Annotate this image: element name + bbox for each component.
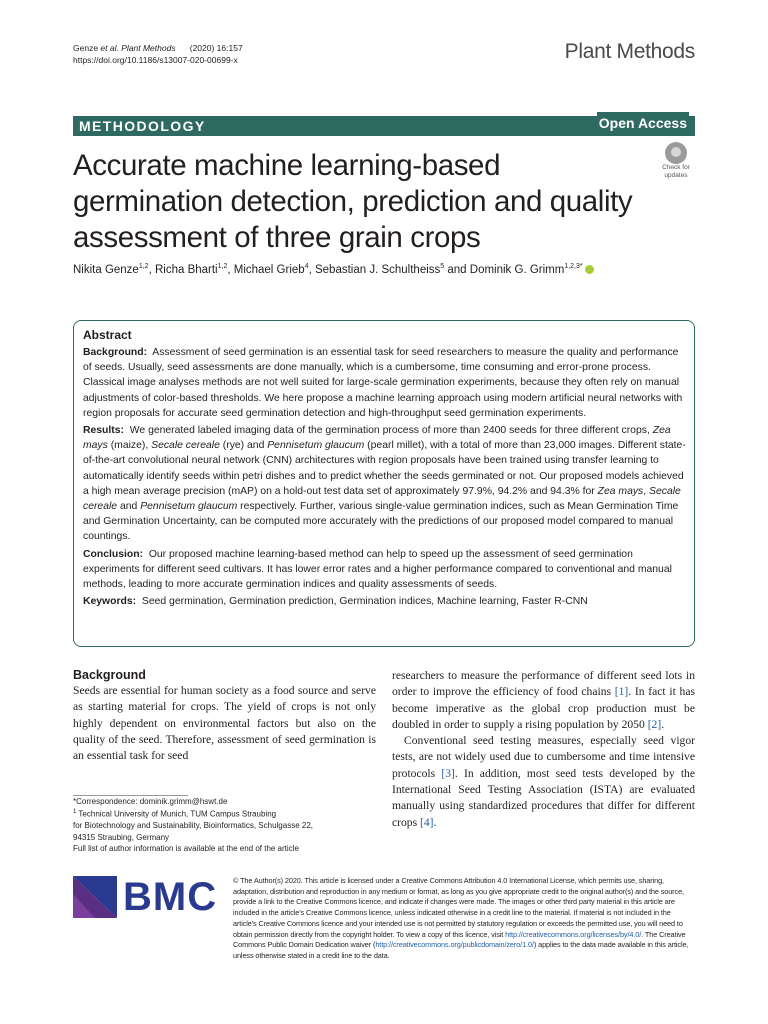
results-text: (rye) and	[219, 440, 268, 452]
author-separator: ,	[227, 264, 234, 276]
abstract-results-label: Results:	[83, 425, 124, 437]
citation-link[interactable]: [1]	[614, 685, 629, 699]
results-text: We generated labeled imaging data of the germination process of more than 2400 seeds for three different crops,	[129, 425, 653, 437]
affiliation-line	[73, 807, 383, 820]
header-year-volume: (2020) 16:157	[189, 43, 243, 53]
abstract-conclusion	[83, 547, 686, 593]
abstract-keywords	[83, 594, 686, 609]
open-access-badge: Open Access	[597, 112, 689, 135]
title-line: germination detection, prediction and quality	[73, 185, 633, 218]
article-category: METHODOLOGY	[79, 118, 206, 134]
running-header	[73, 42, 243, 66]
abstract-background-label: Background:	[83, 347, 148, 358]
body-paragraph	[392, 668, 695, 733]
author-name[interactable]: Sebastian J. Schultheiss	[314, 264, 441, 276]
citation-link[interactable]: [2]	[647, 717, 662, 731]
species-name: Zea mays	[83, 425, 671, 452]
abstract-background	[83, 345, 686, 421]
article-title	[73, 148, 663, 256]
body-text: .	[661, 717, 665, 731]
section-heading: Background	[73, 668, 146, 682]
body-text: Conventional seed testing measures, especially seed vigor tests, are not widely used due to cumbersome and time intensive protocols	[392, 734, 695, 780]
author-affiliation: 4	[304, 263, 309, 270]
check-for-updates-badge[interactable]	[656, 142, 696, 180]
abstract-background-text: Assessment of seed germination is an essential task for seed researchers to measure the quality and performance of seeds. Usually, seed assessments are done manually, which is a cumbersome, time consuming and error-prone process. Classical image analyses methods are not well suited for large-scale germination experiments, because they often rely on manual adjustments of color-based thresholds. We here propose a machine learning approach using modern artificial neural networks with region proposals for accurate seed germination detection and high-throughput seed germination experiments.	[83, 347, 683, 419]
journal-name: Plant Methods	[564, 40, 695, 63]
header-doi-link[interactable]: https://doi.org/10.1186/s13007-020-00699-x	[73, 55, 238, 65]
header-authors: Genze	[73, 43, 99, 53]
results-text: ,	[643, 485, 650, 497]
author-name[interactable]: Michael Grieb	[233, 264, 305, 276]
body-text: . In fact it has become imperative as the global crop production must be doubled in order to supply a rising population by 2050	[392, 685, 695, 731]
correspondence-email[interactable]: *Correspondence: dominik.grimm@hswt.de	[73, 797, 228, 806]
body-text: researchers to measure the performance of different seed lots in order to improve the efficiency of food chains	[392, 669, 695, 699]
abstract-results	[83, 423, 686, 545]
license-text: ) applies to the data made available in this article, unless otherwise stated in a credit line to the data.	[233, 940, 689, 960]
title-line: assessment of three grain crops	[73, 221, 481, 254]
abstract-keywords-label: Keywords:	[83, 596, 137, 608]
header-journal-short: Plant Methods	[121, 43, 176, 53]
category-bar	[73, 116, 695, 136]
body-paragraph: Seeds are essential for human society as a food source and serve as starting material for crops. The yield of crops is not only highly dependent on environmental factors but also on the quality of the seed. Therefore, assessment of seed germination is an essential task for seed	[73, 684, 376, 763]
body-text: . In addition, most seed tests developed by the International Seed Testing Association (ISTA) are evaluated manually using standardized procedures that differ for different crops	[392, 766, 695, 829]
license-link[interactable]: http://creativecommons.org/licenses/by/4.0/	[505, 929, 642, 939]
header-et-al: et al.	[100, 43, 119, 53]
body-column-right	[392, 668, 695, 831]
author-name[interactable]: Nikita Genze	[73, 264, 139, 276]
author-affiliation: 1,2	[138, 263, 149, 270]
affiliation-line: 94315 Straubing, Germany	[73, 832, 170, 842]
species-name: Pennisetum glaucum	[267, 440, 365, 452]
correspondence-footnote	[73, 796, 383, 854]
author-affiliation: 1,2	[217, 263, 228, 270]
author-affiliation: 1,2,3*	[564, 263, 583, 270]
author-name[interactable]: Richa Bharti	[154, 264, 218, 276]
affiliation-line: for Biotechnology and Sustainability, Bioinformatics, Schulgasse 22,	[73, 821, 313, 831]
body-text: .	[433, 815, 437, 829]
abstract-heading: Abstract	[83, 328, 132, 342]
bmc-logo[interactable]	[73, 876, 218, 918]
species-name: Zea mays	[597, 485, 644, 497]
species-name: Pennisetum glaucum	[140, 501, 238, 513]
check-updates-icon	[665, 142, 687, 164]
abstract-conclusion-label: Conclusion:	[83, 548, 144, 560]
check-updates-label	[656, 164, 696, 179]
author-separator: and	[444, 264, 470, 276]
author-list	[73, 263, 594, 278]
check-updates-line1: Check for	[662, 164, 690, 171]
public-domain-link[interactable]: http://creativecommons.org/publicdomain/zero/1.0/	[375, 940, 534, 950]
bmc-logo-icon	[73, 876, 117, 918]
results-text: and	[117, 501, 141, 513]
license-text: © The Author(s) 2020. This article is licensed under a Creative Commons Attribution 4.0 International License, which permits use, sharing, adaptation, distribution and reproduction in any medium or format, as long as you give appropriate credit to the original author(s) and the source, provide a link to the Creative Commons licence, and indicate if changes were made. The images or other third party material in this article are included in the article's Creative Commons licence, unless indicated otherwise in a credit line to the material. If material is not included in the article's Creative Commons licence and your intended use is not permitted by statutory regulation or exceeds the permitted use, you will need to obtain permission directly from the copyright holder. To view a copy of this licence, visit	[233, 876, 684, 939]
author-info-note: Full list of author information is available at the end of the article	[73, 843, 299, 853]
title-line: Accurate machine learning-based	[73, 149, 501, 182]
author-separator: ,	[148, 264, 155, 276]
abstract-box	[73, 320, 695, 647]
affiliation-text: Technical University of Munich, TUM Campus Straubing	[76, 809, 277, 819]
author-name[interactable]: Dominik G. Grimm	[469, 264, 565, 276]
body-column-left	[73, 667, 376, 764]
check-updates-line2: updates	[664, 171, 688, 179]
author-separator: ,	[308, 264, 315, 276]
license-text: . The Creative Commons Public Domain Dedication waiver (	[233, 929, 686, 950]
orcid-icon[interactable]	[585, 265, 594, 274]
results-text: respectively. Further, various single-value germination indices, such as Mean Germination Time and Germination Uncertainty, can be computed more accurately with the predictions of our proposed model compared to manual countings.	[83, 501, 679, 543]
license-notice	[233, 876, 695, 962]
body-paragraph	[392, 733, 695, 831]
citation-link[interactable]: [3]	[441, 766, 455, 780]
results-text: (maize),	[107, 440, 152, 452]
citation-line	[73, 42, 243, 54]
affiliation-number: 1	[73, 809, 77, 816]
species-name: Secale cereale	[83, 485, 681, 513]
bmc-logo-text: BMC	[123, 875, 218, 919]
citation-link[interactable]: [4]	[420, 815, 434, 829]
abstract-conclusion-text: Our proposed machine learning-based method can help to speed up the assessment of seed germination experiments for different seed cultivars. It has lower error rates and a higher performance compared to conventional and manual methods, leading to more accurate germination indices and quality assessments of seeds.	[83, 548, 672, 591]
results-text: (pearl millet), with a total of more than 23,000 images. Different state-of-the-art convolutional neural network (CNN) architectures with region proposals have been trained using transfer learning to automatically identify seeds within petri dishes and to predict whether the seeds germinated or not. Our proposed models achieved a high mean average precision (mAP) on a hold-out test data set of approximately 97.9%, 94.2% and 94.3% for	[83, 440, 686, 497]
author-affiliation: 5	[440, 263, 445, 270]
species-name: Secale cereale	[151, 440, 220, 452]
abstract-keywords-text: Seed germination, Germination prediction, Germination indices, Machine learning, Faster R-CNN	[141, 596, 588, 608]
